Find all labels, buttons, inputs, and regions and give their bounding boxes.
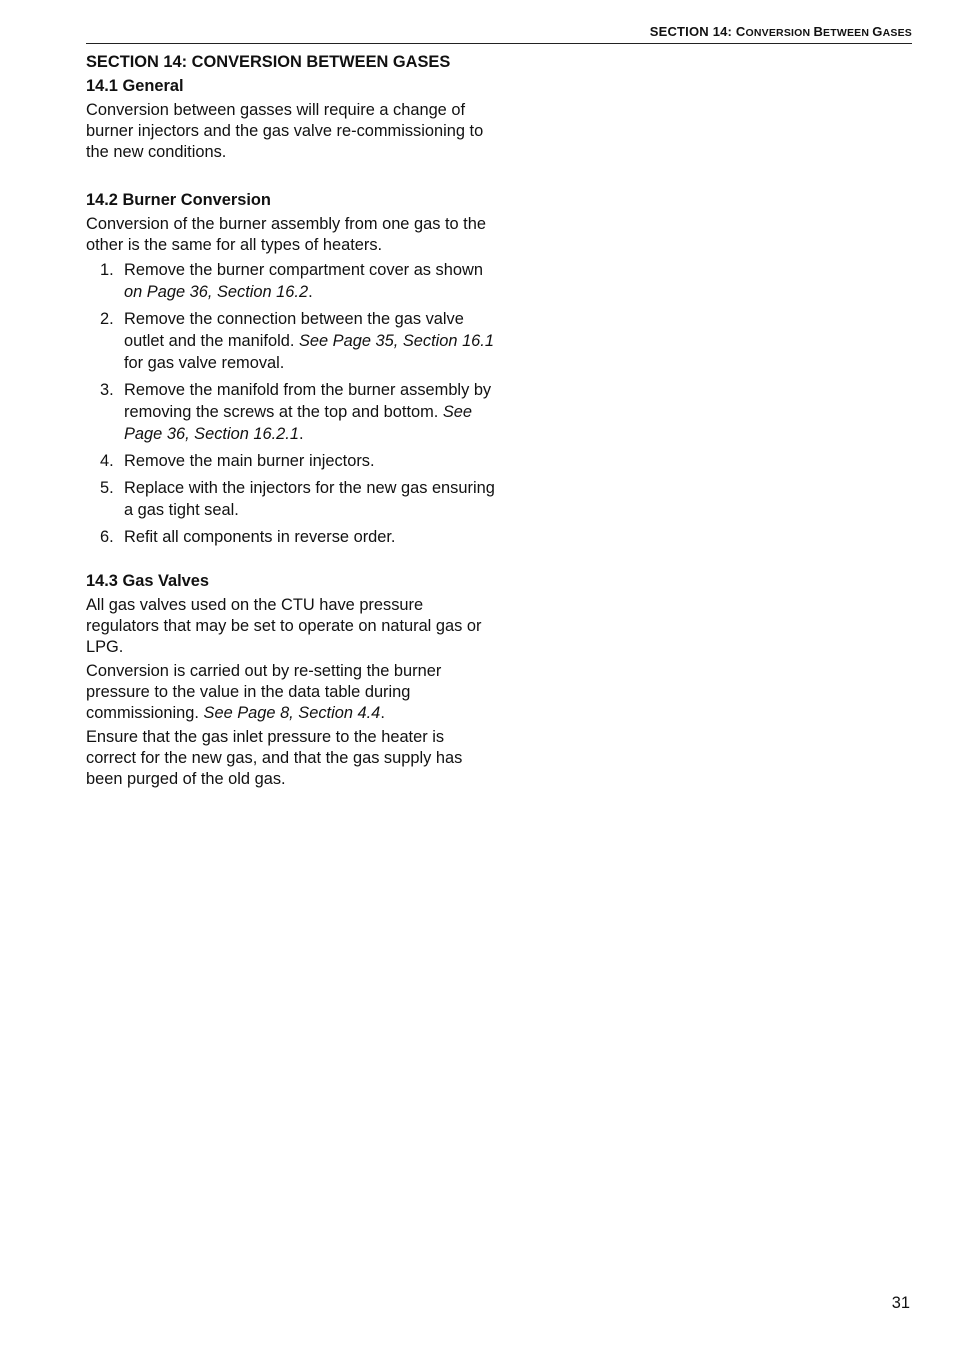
valves-paragraph-1: All gas valves used on the CTU have pressure regulators that may be set to operate on natural gas or LPG. bbox=[86, 596, 482, 656]
general-text: Conversion between gasses will require a change of burner injectors and the gas valve re-commissioning to the new conditions. bbox=[86, 101, 484, 161]
step-number: 3. bbox=[100, 381, 114, 399]
header-r2: ETWEEN bbox=[823, 27, 873, 39]
step-item bbox=[86, 259, 496, 303]
valves-p2-text: Conversion is carried out by re-setting the burner pressure to the value in the data table during commissioning. bbox=[86, 662, 442, 722]
burner-steps bbox=[86, 259, 496, 548]
step-item bbox=[86, 477, 496, 521]
step-text: Remove the main burner injectors. bbox=[124, 452, 375, 470]
burner-intro: Conversion of the burner assembly from one gas to the other is the same for all types of heaters. bbox=[86, 215, 486, 254]
valves-paragraph-2 bbox=[86, 661, 496, 724]
header-c2: B bbox=[813, 24, 824, 39]
valves-heading: 14.3 Gas Valves bbox=[86, 572, 210, 590]
step-number: 5. bbox=[100, 479, 114, 497]
valves-p2-end: . bbox=[380, 704, 385, 722]
step-item bbox=[86, 526, 496, 548]
header-r1: ONVERSION bbox=[745, 27, 814, 39]
step-text: Remove the connection between the gas valve outlet and the manifold. bbox=[124, 310, 464, 350]
valves-paragraph-3: Ensure that the gas inlet pressure to the heater is correct for the new gas, and that the gas supply has been purged of the old gas. bbox=[86, 728, 463, 788]
header-c1: C bbox=[735, 24, 746, 39]
step-text: Refit all components in reverse order. bbox=[124, 528, 396, 546]
general-heading: 14.1 General bbox=[86, 77, 184, 95]
step-text: Remove the burner compartment cover as shown bbox=[124, 261, 483, 279]
step-text: Remove the manifold from the burner assembly by removing the screws at the top and bottom. bbox=[124, 381, 492, 421]
main-column bbox=[86, 52, 496, 793]
step-reference: See Page 35, Section 16.1 bbox=[298, 332, 494, 350]
step-item bbox=[86, 450, 496, 472]
header-c3: G bbox=[872, 24, 883, 39]
step-item bbox=[86, 379, 496, 445]
valves-p2-reference: See Page 8, Section 4.4 bbox=[203, 704, 381, 722]
section-title: SECTION 14: CONVERSION BETWEEN GASES bbox=[86, 53, 451, 71]
step-text: Replace with the injectors for the new gas ensuring a gas tight seal. bbox=[124, 479, 495, 519]
burner-heading: 14.2 Burner Conversion bbox=[86, 191, 271, 209]
header-prefix: SECTION 14: bbox=[649, 24, 736, 39]
step-number: 2. bbox=[100, 310, 114, 328]
header-r3: ASES bbox=[882, 27, 912, 39]
step-item bbox=[86, 308, 496, 374]
step-reference: See Page 36, Section 16.2.1 bbox=[124, 403, 473, 443]
page-number: 31 bbox=[891, 1294, 910, 1312]
step-number: 4. bbox=[100, 452, 114, 470]
running-header bbox=[86, 24, 912, 44]
step-text-end: for gas valve removal. bbox=[124, 354, 285, 372]
step-number: 6. bbox=[100, 528, 114, 546]
step-text-end: . bbox=[298, 425, 304, 443]
step-reference: on Page 36, Section 16.2 bbox=[124, 283, 309, 301]
step-number: 1. bbox=[100, 261, 114, 279]
step-text-end: . bbox=[308, 283, 313, 301]
